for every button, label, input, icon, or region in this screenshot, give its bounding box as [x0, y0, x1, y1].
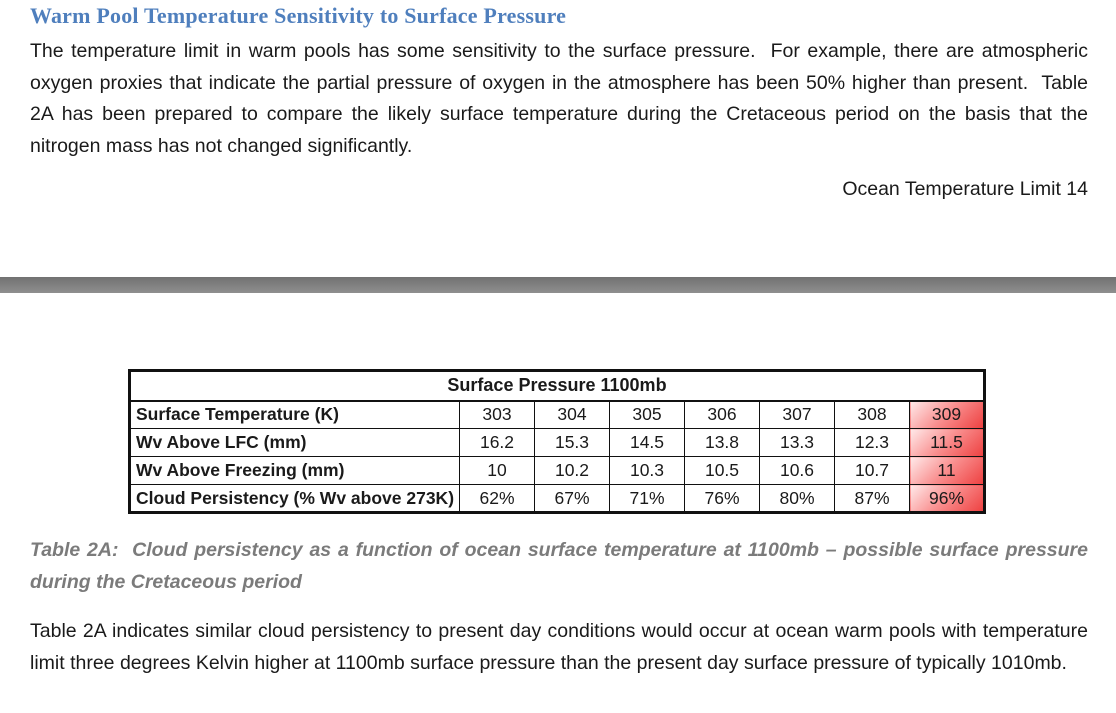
- row-label: Wv Above LFC (mm): [130, 429, 460, 457]
- value-cell: 14.5: [610, 429, 685, 457]
- value-cell: 305: [610, 401, 685, 429]
- value-cell: 12.3: [835, 429, 910, 457]
- surface-pressure-table: [128, 369, 986, 514]
- row-label: Surface Temperature (K): [130, 401, 460, 429]
- value-cell-highlighted: 11: [910, 457, 985, 485]
- value-cell: 10.3: [610, 457, 685, 485]
- table-row: [130, 401, 985, 429]
- table-row: [130, 429, 985, 457]
- value-cell-highlighted: 96%: [910, 485, 985, 513]
- value-cell: 87%: [835, 485, 910, 513]
- value-cell: 10.7: [835, 457, 910, 485]
- value-cell: 13.3: [760, 429, 835, 457]
- value-cell: 303: [460, 401, 535, 429]
- page-title: Warm Pool Temperature Sensitivity to Surface Pressure: [30, 3, 567, 28]
- table-title: Surface Pressure 1100mb: [130, 371, 985, 401]
- value-cell-highlighted: 309: [910, 401, 985, 429]
- value-cell-highlighted: 11.5: [910, 429, 985, 457]
- value-cell: 16.2: [460, 429, 535, 457]
- running-header-label: Ocean Temperature Limit 14: [842, 178, 1088, 200]
- value-cell: 308: [835, 401, 910, 429]
- value-cell: 10.5: [685, 457, 760, 485]
- intro-paragraph: The temperature limit in warm pools has some sensitivity to the surface pressure. For example, there are atmospheric oxygen proxies that indicate the partial pressure of oxygen in the atmosphere has been 50% higher than present. Table 2A has been prepared to compare the likely surface temperature during the Cretaceous period on the basis that the nitrogen mass has not changed significantly.: [30, 40, 1094, 157]
- table-row: [130, 457, 985, 485]
- value-cell: 306: [685, 401, 760, 429]
- value-cell: 67%: [535, 485, 610, 513]
- value-cell: 307: [760, 401, 835, 429]
- value-cell: 80%: [760, 485, 835, 513]
- page-break-divider: [0, 277, 1116, 293]
- table-caption: Table 2A: Cloud persistency as a function of ocean surface temperature at 1100mb – possible surface pressure during the Cretaceous period: [30, 539, 1094, 593]
- value-cell: 62%: [460, 485, 535, 513]
- table-title-row: [130, 371, 985, 401]
- value-cell: 76%: [685, 485, 760, 513]
- value-cell: 13.8: [685, 429, 760, 457]
- value-cell: 10: [460, 457, 535, 485]
- value-cell: 10.2: [535, 457, 610, 485]
- row-label: Wv Above Freezing (mm): [130, 457, 460, 485]
- value-cell: 15.3: [535, 429, 610, 457]
- value-cell: 71%: [610, 485, 685, 513]
- value-cell: 304: [535, 401, 610, 429]
- table-row: [130, 485, 985, 513]
- row-label: Cloud Persistency (% Wv above 273K): [130, 485, 460, 513]
- value-cell: 10.6: [760, 457, 835, 485]
- closing-paragraph: Table 2A indicates similar cloud persistency to present day conditions would occur at ocean warm pools with temperature limit three degrees Kelvin higher at 1100mb surface pressure than the present day surface pressure of typically 1010mb.: [30, 620, 1094, 674]
